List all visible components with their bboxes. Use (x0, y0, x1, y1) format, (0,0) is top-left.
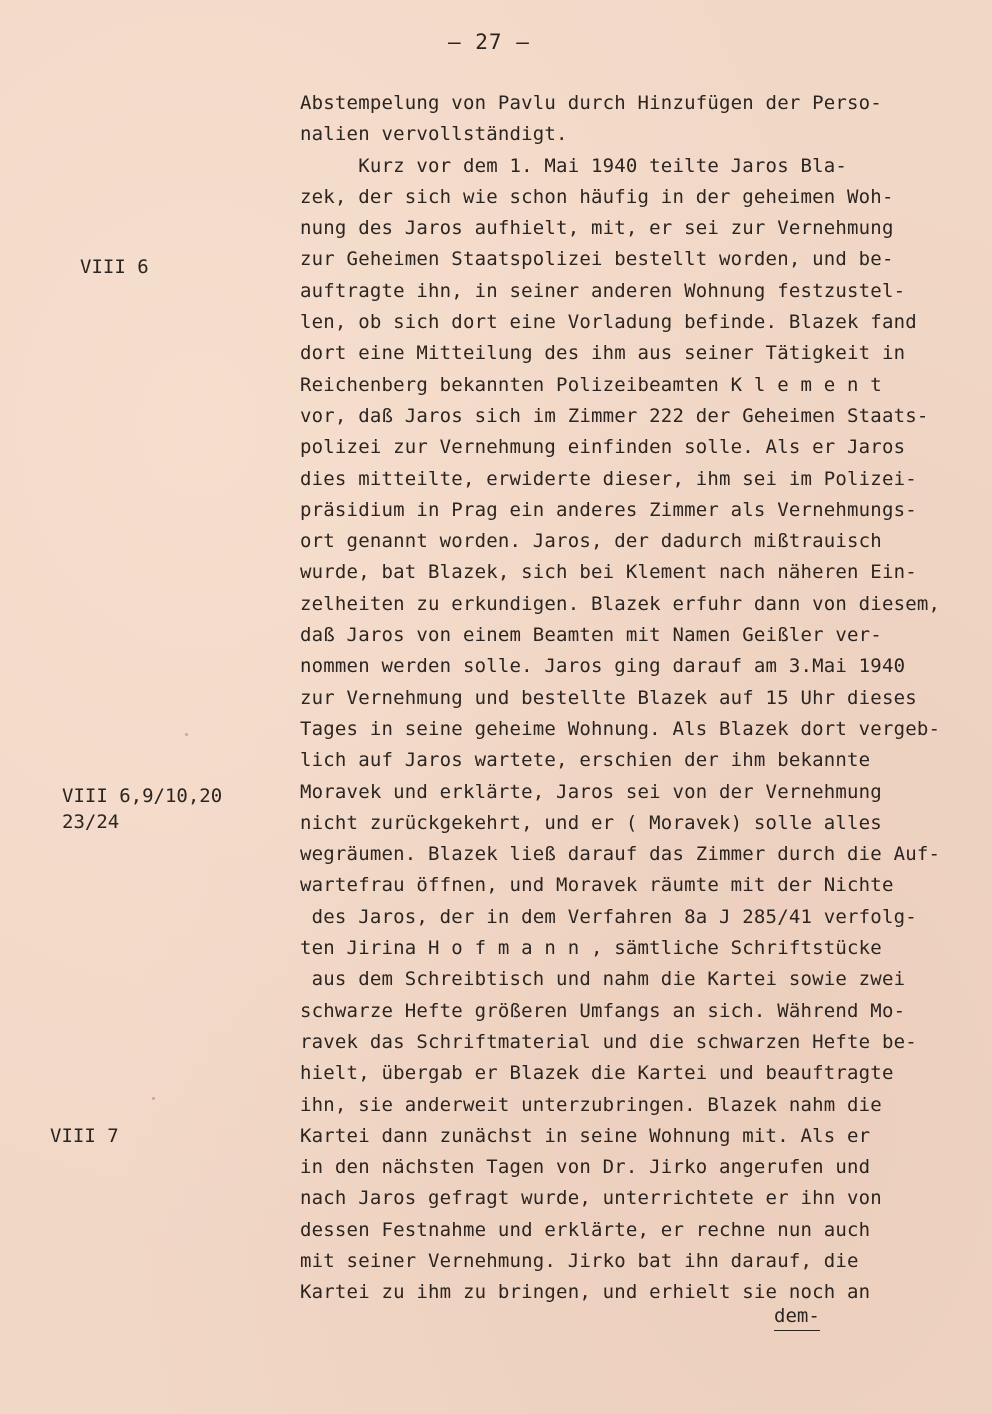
text-line: Abstempelung von Pavlu durch Hinzufügen der Perso- (300, 92, 882, 114)
text-line: wurde, bat Blazek, sich bei Klement nach näheren Ein- (300, 561, 917, 584)
margin-reference: VIII 6,9/10,20 23/24 (62, 785, 223, 833)
text-line: wegräumen. Blazek ließ darauf das Zimmer durch die Auf- (300, 843, 941, 866)
page-number: — 27 — (448, 30, 530, 54)
text-line: auftragte ihn, in seiner anderen Wohnung festzustel- (300, 279, 906, 302)
text-line: wartefrau öffnen, und Moravek räumte mit der Nichte (300, 874, 894, 897)
text-line: des Jaros, der in dem Verfahren 8a J 285/41 verfolg- (300, 905, 917, 928)
text-line: nach Jaros gefragt wurde, unterrichtete er ihn von (300, 1187, 882, 1210)
text-line: präsidium in Prag ein anderes Zimmer als Vernehmungs- (300, 498, 917, 521)
text-line: hielt, übergab er Blazek die Kartei und beauftragte (300, 1062, 894, 1085)
text-line: Reichenberg bekannten Polizeibeamten K l e m e n t (300, 373, 882, 396)
text-line: polizei zur Vernehmung einfinden solle. Als er Jaros (300, 436, 906, 459)
paper-speck (152, 1097, 155, 1100)
margin-reference: VIII 6 (80, 256, 149, 278)
text-line: daß Jaros von einem Beamten mit Namen Geißler ver- (300, 624, 882, 647)
catchword: dem- (774, 1305, 820, 1331)
text-line: zek, der sich wie schon häufig in der geheimen Woh- (300, 185, 894, 208)
text-line: ort genannt worden. Jaros, der dadurch mißtrauisch (300, 530, 882, 553)
text-line: Moravek und erklärte, Jaros sei von der Vernehmung (300, 780, 882, 803)
margin-reference: VIII 7 (50, 1125, 119, 1147)
text-line: ravek das Schriftmaterial und die schwarzen Hefte be- (300, 1030, 917, 1053)
text-line: zelheiten zu erkundigen. Blazek erfuhr dann von diesem, (300, 592, 941, 615)
text-line: len, ob sich dort eine Vorladung befinde. Blazek fand (300, 311, 917, 334)
text-line: in den nächsten Tagen von Dr. Jirko angerufen und (300, 1156, 871, 1179)
text-line: nommen werden solle. Jaros ging darauf am 3.Mai 1940 (300, 655, 906, 678)
body-text (300, 88, 990, 1309)
text-line: nicht zurückgekehrt, und er ( Moravek) solle alles (300, 811, 882, 834)
text-line: zur Geheimen Staatspolizei bestellt worden, und be- (300, 248, 894, 271)
text-line: ten Jirina H o f m a n n , sämtliche Schriftstücke (300, 937, 882, 960)
text-line: schwarze Hefte größeren Umfangs an sich. Während Mo- (300, 999, 906, 1022)
text-line: nalien vervollständigt. (300, 123, 568, 146)
text-line: ihn, sie anderweit unterzubringen. Blazek nahm die (300, 1093, 882, 1116)
text-line: Kartei zu ihm zu bringen, und erhielt sie noch an (300, 1281, 871, 1304)
text-line: lich auf Jaros wartete, erschien der ihm bekannte (300, 749, 871, 772)
text-line: aus dem Schreibtisch und nahm die Kartei sowie zwei (300, 968, 906, 991)
text-line: Kartei dann zunächst in seine Wohnung mit. Als er (300, 1124, 871, 1147)
text-line: Kurz vor dem 1. Mai 1940 teilte Jaros Bla- (300, 154, 848, 177)
text-line: Tages in seine geheime Wohnung. Als Blazek dort vergeb- (300, 717, 941, 740)
text-line: nung des Jaros aufhielt, mit, er sei zur Vernehmung (300, 217, 894, 240)
paper-speck (185, 733, 188, 736)
text-line: zur Vernehmung und bestellte Blazek auf 15 Uhr dieses (300, 686, 917, 709)
text-line: dessen Festnahme und erklärte, er rechne nun auch (300, 1218, 871, 1241)
text-line: dort eine Mitteilung des ihm aus seiner Tätigkeit in (300, 342, 906, 365)
text-line: vor, daß Jaros sich im Zimmer 222 der Geheimen Staats- (300, 404, 929, 427)
text-line: dies mitteilte, erwiderte dieser, ihm sei im Polizei- (300, 467, 917, 490)
text-line: mit seiner Vernehmung. Jirko bat ihn darauf, die (300, 1249, 859, 1272)
